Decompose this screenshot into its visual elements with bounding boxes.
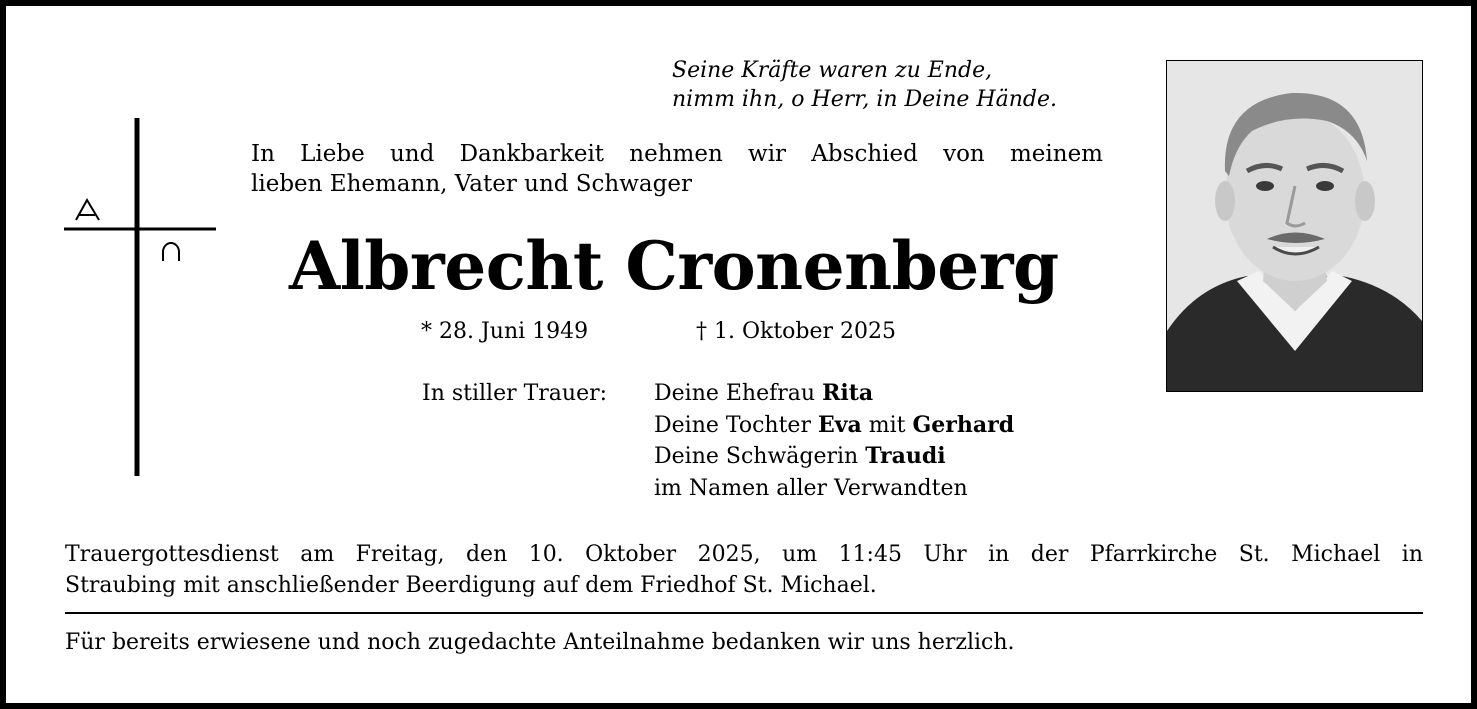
mourner-line: Deine Ehefrau Rita	[654, 380, 874, 406]
verse	[672, 56, 1057, 114]
intro-text	[251, 139, 1103, 199]
mourners-list	[654, 378, 1014, 504]
mourner-name: Traudi	[865, 443, 946, 469]
intro-line: In Liebe und Dankbarkeit nehmen wir Abschied von meinem	[251, 141, 1103, 167]
portrait-photo-image	[1167, 61, 1422, 391]
mourning-label: In stiller Trauer:	[422, 381, 608, 406]
mourner-name: Gerhard	[912, 411, 1015, 438]
intro-line: lieben Ehemann, Vater und Schwager	[251, 171, 692, 197]
verse-line: nimm ihn, o Herr, in Deine Hände.	[672, 87, 1057, 112]
divider	[65, 612, 1423, 614]
mourner-line: im Namen aller Verwandten	[654, 475, 968, 501]
mourner-name: Eva	[817, 411, 862, 438]
mourner-name: Rita	[822, 380, 874, 406]
cross-alpha-omega-icon	[62, 116, 222, 480]
mourner-line: Deine Schwägerin Traudi	[654, 443, 946, 469]
birth-date: * 28. Juni 1949	[421, 319, 589, 344]
service-announcement	[65, 539, 1423, 601]
portrait-photo	[1166, 60, 1423, 392]
mourner-line: Deine Tochter Eva mit Gerhard	[654, 411, 1015, 438]
service-line: Straubing mit anschließender Beerdigung auf dem Friedhof St. Michael.	[65, 573, 877, 598]
service-line: Trauergottesdienst am Freitag, den 10. Oktober 2025, um 11:45 Uhr in der Pfarrkirche St. Michael in	[65, 542, 1423, 567]
death-date: † 1. Oktober 2025	[696, 319, 897, 344]
thanks-text: Für bereits erwiesene und noch zugedachte Anteilnahme bedanken wir uns herzlich.	[65, 630, 1015, 655]
deceased-name: Albrecht Cronenberg	[289, 227, 1059, 305]
verse-line: Seine Kräfte waren zu Ende,	[672, 58, 993, 83]
